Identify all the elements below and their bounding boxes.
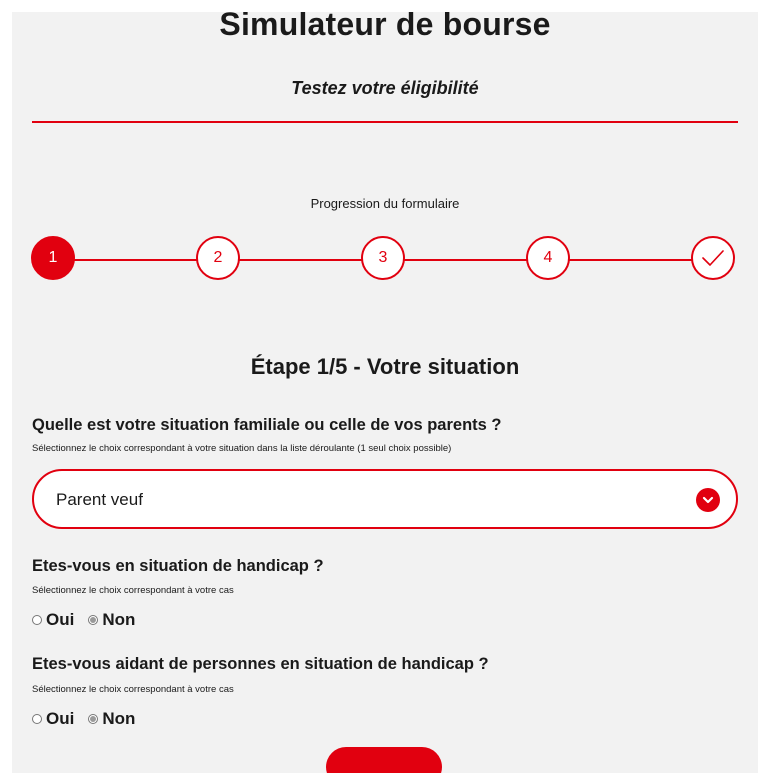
caregiver-option-non[interactable] — [88, 708, 135, 730]
handicap-radio-oui[interactable] — [32, 615, 42, 625]
page-title: Simulateur de bourse — [219, 12, 551, 42]
handicap-radio-non[interactable] — [88, 615, 98, 625]
caregiver-radio-group — [32, 708, 149, 730]
progress-step-final[interactable] — [691, 236, 735, 280]
caregiver-radio-non[interactable] — [88, 714, 98, 724]
handicap-label-oui[interactable]: Oui — [46, 610, 75, 629]
step-heading: Étape 1/5 - Votre situation — [250, 354, 520, 379]
handicap-radio-group — [32, 609, 149, 631]
progress-step-1[interactable]: 1 — [31, 236, 75, 280]
caregiver-radio-oui[interactable] — [32, 714, 42, 724]
progress-label: Progression du formulaire — [310, 196, 460, 211]
progress-step-4[interactable]: 4 — [526, 236, 570, 280]
handicap-help: Sélectionnez le choix correspondant à votre cas — [32, 585, 234, 596]
chevron-down-icon[interactable] — [696, 488, 720, 512]
caregiver-option-oui[interactable] — [32, 708, 74, 730]
caregiver-label-oui[interactable]: Oui — [46, 709, 75, 728]
handicap-question: Etes-vous en situation de handicap ? — [32, 557, 324, 575]
check-icon — [701, 249, 725, 267]
handicap-label-non[interactable]: Non — [102, 610, 136, 629]
title-divider — [32, 121, 738, 123]
handicap-option-oui[interactable] — [32, 609, 74, 631]
page-subtitle: Testez votre éligibilité — [291, 78, 479, 98]
simulator-panel — [12, 12, 758, 773]
next-button[interactable] — [326, 747, 442, 773]
caregiver-label-non[interactable]: Non — [102, 709, 136, 728]
progress-step-3[interactable]: 3 — [361, 236, 405, 280]
family-help: Sélectionnez le choix correspondant à votre situation dans la liste déroulante (1 seul choix possible) — [32, 443, 452, 454]
handicap-option-non[interactable] — [88, 609, 135, 631]
family-question: Quelle est votre situation familiale ou celle de vos parents ? — [32, 416, 502, 434]
family-situation-select[interactable] — [32, 469, 738, 529]
family-situation-value: Parent veuf — [56, 490, 143, 509]
caregiver-question: Etes-vous aidant de personnes en situation de handicap ? — [32, 655, 489, 673]
progress-step-2[interactable]: 2 — [196, 236, 240, 280]
caregiver-help: Sélectionnez le choix correspondant à votre cas — [32, 684, 234, 695]
